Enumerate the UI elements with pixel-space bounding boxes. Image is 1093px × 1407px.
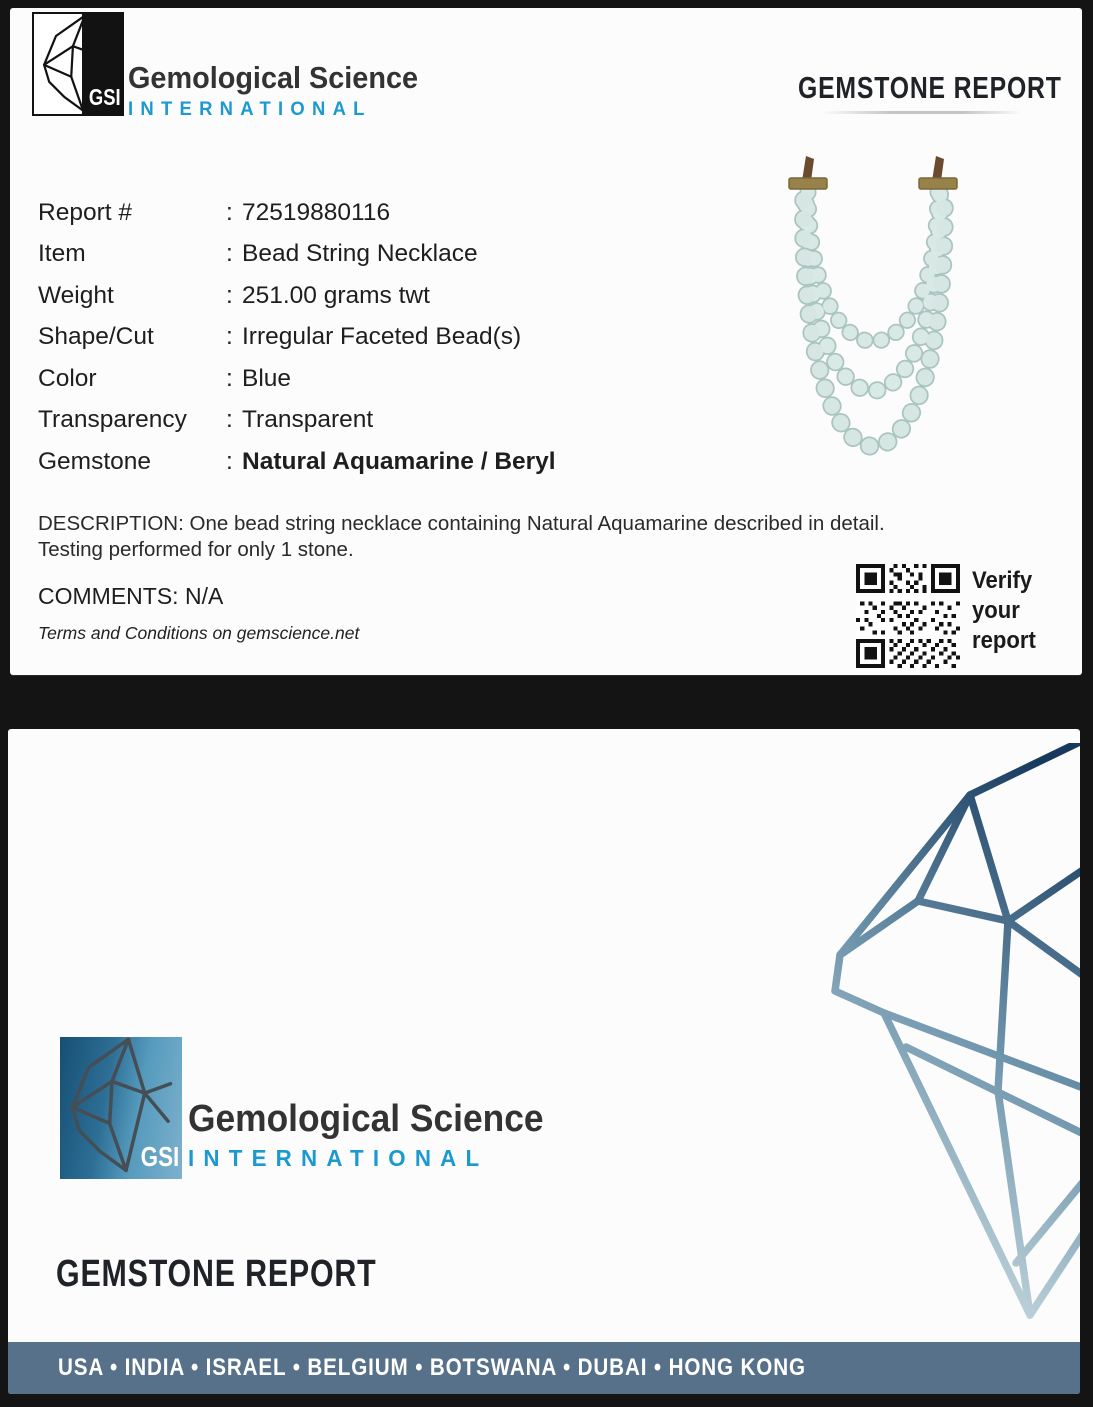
gsi-logo-back-text: GSI: [140, 1141, 179, 1172]
verify-line-3: report: [972, 627, 1036, 654]
field-label: Weight: [38, 281, 114, 309]
field-value: Transparent: [242, 406, 374, 434]
brand-name-back: Gemological Science: [188, 1098, 544, 1140]
field-value: 251.00 grams twt: [242, 281, 430, 309]
field-row-weight: [38, 275, 556, 317]
field-colon: :: [226, 406, 233, 434]
field-label: Gemstone: [38, 447, 152, 475]
comments-label: COMMENTS:: [38, 583, 179, 609]
description-text: [38, 511, 950, 563]
report-card-front: [10, 8, 1082, 675]
field-colon: :: [226, 447, 233, 475]
brand-subtitle-back: INTERNATIONAL: [188, 1145, 489, 1171]
report-title: GEMSTONE REPORT: [798, 70, 1062, 105]
brand-block-back: [188, 1098, 570, 1172]
field-row-item: [38, 234, 556, 276]
field-row-gemstone: [38, 441, 556, 483]
field-row-report-number: [38, 192, 556, 234]
brand-name: Gemological Science: [128, 60, 419, 95]
gsi-logo: [32, 12, 124, 116]
locations-text: USA • INDIA • ISRAEL • BELGIUM • BOTSWANA • DUBAI • HONG KONG: [58, 1354, 806, 1381]
qr-code-icon: [856, 562, 960, 670]
field-label: Shape/Cut: [38, 323, 154, 351]
fields-table: [38, 192, 556, 483]
verify-line-2: your: [972, 597, 1020, 624]
clasp-icon: [789, 156, 957, 189]
field-label: Item: [38, 240, 86, 268]
terms-note: Terms and Conditions on gemscience.net: [38, 623, 360, 643]
field-colon: :: [226, 364, 233, 392]
field-label: Color: [38, 364, 97, 392]
field-value: Bead String Necklace: [242, 240, 478, 268]
field-value: Irregular Faceted Bead(s): [242, 323, 522, 351]
field-row-transparency: [38, 400, 556, 442]
verify-line-1: Verify: [972, 567, 1033, 594]
diamond-wireframe-graphic: [772, 743, 1080, 1353]
field-colon: :: [226, 281, 233, 309]
title-underline: [822, 111, 1022, 114]
description-label: DESCRIPTION:: [38, 512, 184, 535]
field-row-shape-cut: [38, 317, 556, 359]
field-label: Report #: [38, 198, 132, 226]
field-colon: :: [226, 240, 233, 268]
gsi-logo-text: GSI: [89, 84, 121, 110]
comments-line: [38, 583, 223, 610]
field-colon: :: [226, 198, 233, 226]
field-label: Transparency: [38, 406, 187, 434]
verify-report-text: [972, 566, 1041, 656]
necklace-image: [760, 146, 1010, 501]
locations-footer: [8, 1342, 1080, 1394]
report-card-back: [8, 729, 1080, 1394]
brand-subtitle: INTERNATIONAL: [128, 99, 372, 120]
field-value: Blue: [242, 364, 292, 392]
bead-strands: [804, 192, 944, 446]
field-row-color: [38, 358, 556, 400]
description-body: One bead string necklace containing Natural Aquamarine described in detail. Testing performed for only 1 stone.: [38, 512, 885, 561]
back-report-title: GEMSTONE REPORT: [56, 1253, 377, 1295]
field-value: Natural Aquamarine / Beryl: [242, 447, 556, 475]
field-colon: :: [226, 323, 233, 351]
gsi-logo-back: [60, 1037, 182, 1179]
field-value: 72519880116: [242, 198, 391, 226]
brand-block: [128, 60, 440, 121]
comments-value: N/A: [184, 583, 224, 609]
